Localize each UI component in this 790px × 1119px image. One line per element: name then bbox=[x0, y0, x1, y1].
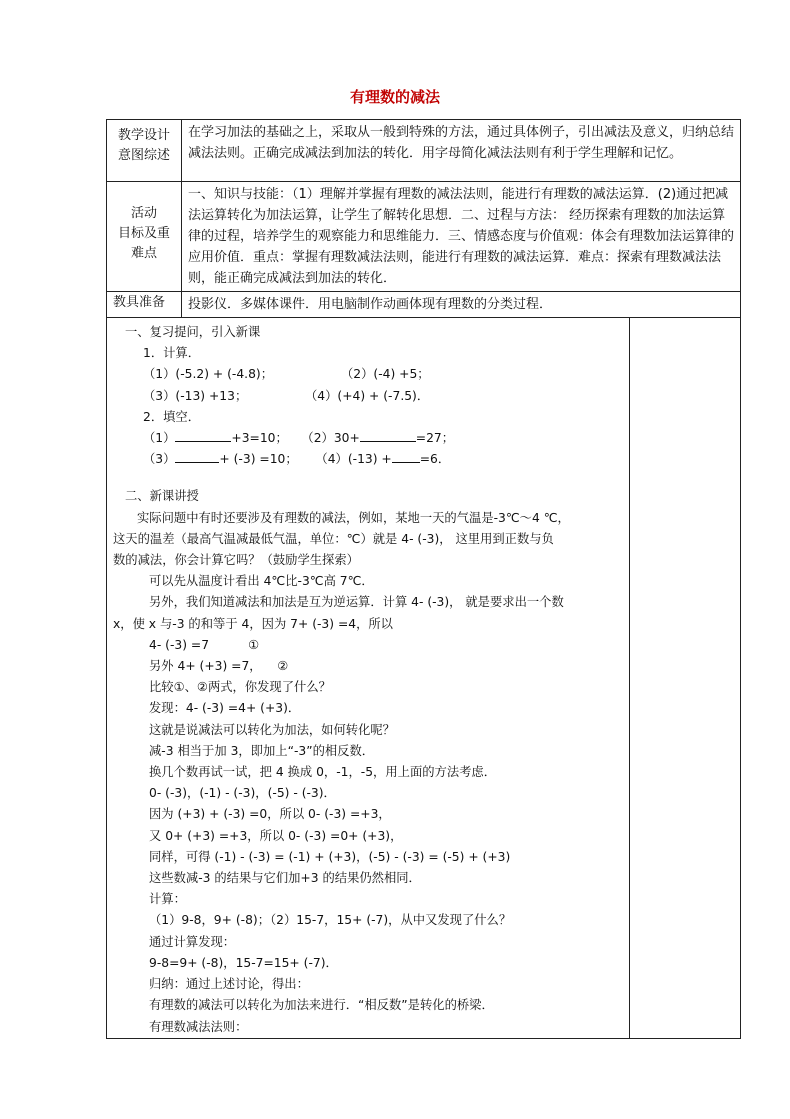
paragraph-line: 归纳：通过上述讨论，得出： bbox=[149, 977, 309, 992]
prep-row bbox=[107, 292, 741, 318]
paragraph-line: 比较①、②两式，你发现了什么？ bbox=[149, 680, 331, 695]
review-q2-item-3-prefix: （3） bbox=[143, 452, 176, 467]
answer-blank[interactable] bbox=[175, 429, 231, 442]
answer-blank[interactable] bbox=[175, 450, 219, 463]
paragraph-line: 实际问题中有时还要涉及有理数的减法，例如，某地一天的气温是-3℃～4 ℃， bbox=[137, 510, 570, 525]
paragraph-line: 数的减法，你会计算它吗？（鼓励学生探索） bbox=[113, 553, 359, 568]
paragraph-line: 减-3 相当于加 3，即加上“-3”的相反数． bbox=[149, 743, 375, 758]
intent-text: 在学习加法的基础之上，采取从一般到特殊的方法，通过具体例子，引出减法及意义，归纳总结减法法则。正确完成减法到加法的转化．用字母简化减法法则有利于学生理解和记忆。 bbox=[182, 120, 741, 182]
goals-label-line-2: 目标及重 bbox=[117, 226, 170, 241]
review-q2-item-4-suffix: =6． bbox=[419, 452, 451, 467]
goals-label bbox=[107, 182, 182, 292]
review-q2-item-2-suffix: =27； bbox=[415, 431, 455, 446]
review-q1-row-2 bbox=[113, 386, 623, 407]
review-q1: 1．计算． bbox=[143, 346, 201, 361]
review-q2-item-3-suffix: + (-3) =10； bbox=[219, 452, 298, 467]
paragraph-line: 9-8=9+ (-8)，15-7=15+ (-7)． bbox=[149, 955, 338, 970]
lesson-plan-table bbox=[106, 119, 741, 1039]
review-q1-item-4: （4）(+4) + (-7.5)． bbox=[305, 388, 430, 403]
review-q2-item-4-prefix: （4）(-13) + bbox=[315, 452, 392, 467]
paragraph-line: 另外，我们知道减法和加法是互为逆运算．计算 4- (-3)， 就是要求出一个数 bbox=[149, 595, 564, 610]
section-2-title: 二、新课讲授 bbox=[125, 489, 199, 504]
review-q2-item-1-suffix: +3=10； bbox=[231, 431, 288, 446]
lesson-body bbox=[107, 318, 630, 1039]
goals-text: 一、知识与技能：（1）理解并掌握有理数的减法法则，能进行有理数的减法运算．(2)通过把减法运算转化为加法运算，让学生了解转化思想．二、过程与方法： 经历探索有理数的加法运算律的过程，培养学生的观察能力和思维能力．三、情感态度与价值观：体会有理数加法运算律的应用价值．重点：掌握有理数减法法则，能进行有理数的减法运算．难点：探索有理数减法法则，能正确完成减法到加法的转化． bbox=[182, 182, 741, 292]
intent-label bbox=[107, 120, 182, 182]
paragraph-line: 通过计算发现： bbox=[149, 934, 236, 949]
goals-row bbox=[107, 182, 741, 292]
page-title: 有理数的减法 bbox=[349, 88, 440, 106]
section-1-title: 一、复习提问，引入新课 bbox=[125, 325, 261, 339]
equation-2: 另外 4+ (+3) =7， ② bbox=[149, 659, 289, 674]
paragraph-line: 有理数减法法则： bbox=[149, 1019, 248, 1034]
paragraph-line: x，使 x 与-3 的和等于 4，因为 7+ (-3) =4，所以 bbox=[113, 616, 393, 631]
paragraph-line: 因为 (+3) + (-3) =0，所以 0- (-3) =+3， bbox=[149, 807, 391, 822]
notes-column bbox=[630, 318, 741, 1039]
paragraph-line: 这就是说减法可以转化为加法，如何转化呢？ bbox=[149, 722, 395, 737]
review-q2-item-1-prefix: （1） bbox=[143, 431, 176, 446]
paragraph-line: 这些数减-3 的结果与它们加+3 的结果仍然相同． bbox=[149, 871, 421, 886]
review-q1-item-2: （2）(-4) +5； bbox=[341, 367, 430, 382]
prep-text: 投影仪．多媒体课件．用电脑制作动画体现有理数的分类过程． bbox=[182, 292, 741, 318]
main-row bbox=[107, 318, 741, 1039]
paragraph-line: 换几个数再试一试，把 4 换成 0，-1，-5，用上面的方法考虑． bbox=[149, 765, 497, 780]
paragraph-line: 发现：4- (-3) =4+ (+3)． bbox=[149, 701, 301, 716]
paragraph-line: 这天的温差（最高气温减最低气温，单位：℃）就是 4- (-3)， 这里用到正数与负 bbox=[113, 531, 554, 546]
equation-1: 4- (-3) =7 ① bbox=[149, 637, 260, 652]
paragraph-line: （1）9-8，9+ (-8)；（2）15-7，15+ (-7)，从中又发现了什么？ bbox=[149, 913, 512, 928]
paragraph-line: 又 0+ (+3) =+3，所以 0- (-3) =0+ (+3)， bbox=[149, 828, 403, 843]
review-q2-row-2 bbox=[113, 449, 623, 470]
paragraph-line: 有理数的减法可以转化为加法来进行．“相反数”是转化的桥梁． bbox=[149, 998, 494, 1013]
answer-blank[interactable] bbox=[360, 429, 416, 442]
paragraph-line: 同样，可得 (-1) - (-3) = (-1) + (+3)，(-5) - (-3) = (-5) + (+3) bbox=[149, 849, 511, 864]
spacer bbox=[113, 470, 623, 486]
review-q2-item-2-prefix: （2）30+ bbox=[301, 431, 360, 446]
paragraph-line: 0- (-3)，(-1) - (-3)，(-5) - (-3)． bbox=[149, 786, 336, 801]
paragraph-line: 计算： bbox=[149, 892, 186, 907]
review-q1-item-1: （1）(-5.2) + (-4.8)； bbox=[143, 367, 274, 382]
review-q1-item-3: （3）(-13) +13； bbox=[143, 388, 248, 403]
paragraph-line: 可以先从温度计看出 4℃比-3℃高 7℃． bbox=[149, 574, 374, 589]
review-q2-row-1 bbox=[113, 428, 623, 449]
goals-label-line-3: 难点 bbox=[130, 246, 157, 261]
intent-row bbox=[107, 120, 741, 182]
review-q2: 2．填空． bbox=[143, 409, 201, 424]
goals-label-line-1: 活动 bbox=[130, 206, 157, 221]
intent-label-line-1: 教学设计 bbox=[117, 128, 170, 143]
review-q1-row-1 bbox=[113, 364, 623, 385]
intent-label-line-2: 意图综述 bbox=[117, 148, 170, 163]
answer-blank[interactable] bbox=[392, 450, 420, 463]
prep-label: 教具准备 bbox=[107, 292, 182, 318]
